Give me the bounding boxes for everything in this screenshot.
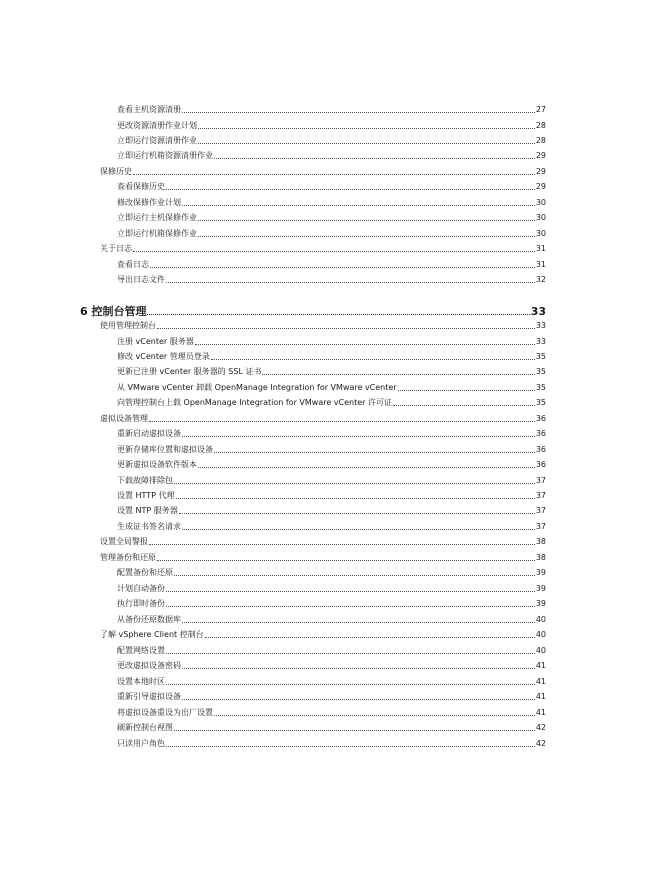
dot-leader <box>166 591 535 592</box>
toc-entry-title: 导出日志文件 <box>117 275 165 284</box>
toc-entry-title: 关于日志 <box>100 244 132 253</box>
toc-entry-title: 修改 vCenter 管理员登录 <box>117 352 210 361</box>
toc-entry-title: 计划自动备份 <box>117 584 165 593</box>
toc-entry-page-number: 35 <box>535 383 546 392</box>
dot-leader <box>166 606 535 607</box>
toc-entry-page-number: 36 <box>535 414 546 423</box>
dot-leader <box>150 267 535 268</box>
toc-entry-title: 设置 HTTP 代理 <box>117 491 175 500</box>
toc-entry-title: 更改资源清册作业计划 <box>117 121 197 130</box>
toc-entry[interactable] <box>117 708 546 718</box>
toc-entry-title: 重新启动虚拟设备 <box>117 429 181 438</box>
toc-entry[interactable] <box>100 321 546 331</box>
toc-entry-page-number: 28 <box>535 121 546 130</box>
toc-entry[interactable] <box>117 136 546 146</box>
toc-entry-title: 配置备份和还原 <box>117 568 173 577</box>
toc-entry-title: 从备份还原数据库 <box>117 615 181 624</box>
toc-entry-title: 查看日志 <box>117 260 149 269</box>
toc-entry[interactable] <box>117 213 546 223</box>
toc-entry[interactable] <box>117 121 546 131</box>
toc-entry[interactable] <box>117 460 546 470</box>
toc-entry[interactable] <box>100 244 546 254</box>
toc-entry-page-number: 31 <box>535 260 546 269</box>
dot-leader <box>182 436 535 437</box>
toc-entry-title: 刷新控制台视图 <box>117 723 173 732</box>
toc-entry-title: 设置本地时区 <box>117 677 165 686</box>
toc-entry[interactable] <box>117 568 546 578</box>
toc-entry-page-number: 35 <box>535 367 546 376</box>
toc-entry-title: 执行即时备份 <box>117 599 165 608</box>
dot-leader <box>393 405 535 406</box>
dot-leader <box>133 174 535 175</box>
toc-entry-page-number: 30 <box>535 229 546 238</box>
toc-entry-title: 立即运行机箱资源清册作业 <box>117 151 213 160</box>
toc-entry[interactable] <box>117 615 546 625</box>
toc-entry-page-number: 29 <box>535 182 546 191</box>
toc-entry-page-number: 39 <box>535 568 546 577</box>
toc-entry-title: 向管理控制台上载 OpenManage Integration for VMware vCenter 许可证 <box>117 398 392 407</box>
toc-entry-title: 了解 vSphere Client 控制台 <box>100 630 204 639</box>
toc-entry-title: 使用管理控制台 <box>100 321 156 330</box>
toc-entry[interactable] <box>100 167 546 177</box>
toc-entry-page-number: 36 <box>535 460 546 469</box>
toc-entry[interactable] <box>117 429 546 439</box>
toc-entry-title: 立即运行资源清册作业 <box>117 136 197 145</box>
toc-entry-page-number: 42 <box>535 723 546 732</box>
toc-entry-page-number: 38 <box>535 537 546 546</box>
dot-leader <box>166 282 535 283</box>
dot-leader <box>182 112 535 113</box>
toc-entry-title: 设置全局警报 <box>100 537 148 546</box>
toc-entry-title: 虚拟设备管理 <box>100 414 148 423</box>
dot-leader <box>182 205 535 206</box>
toc-entry-page-number: 42 <box>535 739 546 748</box>
dot-leader <box>176 498 535 499</box>
toc-entry-page-number: 36 <box>535 429 546 438</box>
toc-entry[interactable] <box>117 476 546 486</box>
toc-entry-title: 下载故障排除包 <box>117 476 173 485</box>
dot-leader <box>211 359 535 360</box>
dot-leader <box>198 467 535 468</box>
toc-entry-page-number: 41 <box>535 708 546 717</box>
toc-entry-title: 查看主机资源清册 <box>117 105 181 114</box>
dot-leader <box>214 452 535 453</box>
dot-leader <box>157 328 535 329</box>
dot-leader <box>182 699 535 700</box>
toc-entry[interactable] <box>117 692 546 702</box>
toc-entry-page-number: 32 <box>535 275 546 284</box>
toc-entry-title: 更新存储库位置和虚拟设备 <box>117 445 213 454</box>
toc-entry-page-number: 27 <box>535 105 546 114</box>
toc-entry-page-number: 30 <box>535 213 546 222</box>
toc-entry-page-number: 37 <box>535 491 546 500</box>
toc-entry-page-number: 40 <box>535 646 546 655</box>
toc-entry[interactable] <box>117 491 546 501</box>
dot-leader <box>214 715 535 716</box>
toc-entry[interactable] <box>117 445 546 455</box>
toc-entry[interactable] <box>117 739 546 749</box>
toc-entry[interactable] <box>100 630 546 640</box>
toc-entry-page-number: 40 <box>535 615 546 624</box>
dot-leader <box>198 128 535 129</box>
toc-entry-title: 更新虚拟设备软件版本 <box>117 460 197 469</box>
toc-entry[interactable] <box>117 367 546 377</box>
dot-leader <box>166 653 535 654</box>
toc-entry-title: 配置网络设置 <box>117 646 165 655</box>
toc-entry-title: 设置 NTP 服务器 <box>117 506 178 515</box>
dot-leader <box>166 746 535 747</box>
dot-leader <box>174 575 535 576</box>
toc-entry-page-number: 33 <box>530 305 546 318</box>
toc-entry-title: 将虚拟设备重设为出厂设置 <box>117 708 213 717</box>
toc-entry[interactable] <box>117 151 546 161</box>
toc-entry[interactable] <box>117 229 546 239</box>
toc-entry-page-number: 35 <box>535 352 546 361</box>
dot-leader <box>182 622 535 623</box>
toc-entry-title: 从 VMware vCenter 卸载 OpenManage Integration for VMware vCenter <box>117 383 397 392</box>
toc-entry-page-number: 37 <box>535 506 546 515</box>
dot-leader <box>182 529 535 530</box>
toc-entry[interactable] <box>117 599 546 609</box>
toc-entry-title: 注册 vCenter 服务器 <box>117 337 194 346</box>
toc-entry-page-number: 41 <box>535 661 546 670</box>
toc-entry-page-number: 35 <box>535 398 546 407</box>
toc-entry-title: 重新引导虚拟设备 <box>117 692 181 701</box>
toc-entry[interactable] <box>100 414 546 424</box>
toc-entry-page-number: 38 <box>535 553 546 562</box>
toc-entry[interactable] <box>117 337 546 347</box>
toc-entry-page-number: 41 <box>535 692 546 701</box>
toc-chapter-entry[interactable] <box>80 305 546 318</box>
dot-leader <box>262 374 534 375</box>
toc-entry-title: 更新已注册 vCenter 服务器的 SSL 证书 <box>117 367 262 376</box>
dot-leader <box>398 390 535 391</box>
toc-entry[interactable] <box>117 398 546 408</box>
dot-leader <box>198 143 535 144</box>
toc-entry-title: 修改保修作业计划 <box>117 198 181 207</box>
toc-entry[interactable] <box>117 506 546 516</box>
toc-entry-title: 6 控制台管理 <box>80 305 147 318</box>
toc-entry[interactable] <box>117 661 546 671</box>
toc-entry[interactable] <box>117 677 546 687</box>
toc-entry-title: 管理备份和还原 <box>100 553 156 562</box>
toc-entry[interactable] <box>117 584 546 594</box>
toc-entry[interactable] <box>117 182 546 192</box>
toc-entry-page-number: 39 <box>535 599 546 608</box>
toc-entry-title: 立即运行主机保修作业 <box>117 213 197 222</box>
dot-leader <box>149 544 535 545</box>
toc-entry-page-number: 37 <box>535 476 546 485</box>
dot-leader <box>205 637 535 638</box>
toc-entry-page-number: 29 <box>535 151 546 160</box>
toc-entry[interactable] <box>117 260 546 270</box>
toc-entry-page-number: 31 <box>535 244 546 253</box>
toc-entry[interactable] <box>117 352 546 362</box>
dot-leader <box>198 236 535 237</box>
toc-entry-page-number: 29 <box>535 167 546 176</box>
toc-entry-page-number: 33 <box>535 321 546 330</box>
toc-entry[interactable] <box>117 105 546 115</box>
toc-entry-title: 保修历史 <box>100 167 132 176</box>
dot-leader <box>195 344 535 345</box>
toc-entry-page-number: 41 <box>535 677 546 686</box>
toc-entry[interactable] <box>117 198 546 208</box>
toc-entry-title: 更改虚拟设备密码 <box>117 661 181 670</box>
toc-entry-page-number: 30 <box>535 198 546 207</box>
dot-leader <box>166 684 535 685</box>
dot-leader <box>149 421 535 422</box>
toc-entry-page-number: 40 <box>535 630 546 639</box>
toc-entry[interactable] <box>117 383 546 393</box>
toc-entry-page-number: 36 <box>535 445 546 454</box>
toc-entry-title: 只读用户角色 <box>117 739 165 748</box>
toc-entry[interactable] <box>117 723 546 733</box>
toc-entry-title: 查看保修历史 <box>117 182 165 191</box>
dot-leader <box>179 513 535 514</box>
toc-entry-page-number: 39 <box>535 584 546 593</box>
dot-leader <box>157 560 535 561</box>
toc-entry[interactable] <box>100 537 546 547</box>
dot-leader <box>174 483 535 484</box>
toc-entry-title: 立即运行机箱保修作业 <box>117 229 197 238</box>
toc-entry[interactable] <box>117 646 546 656</box>
dot-leader <box>174 730 535 731</box>
dot-leader <box>133 251 535 252</box>
dot-leader <box>182 668 535 669</box>
toc-entry-title: 生成证书签名请求 <box>117 522 181 531</box>
toc-entry[interactable] <box>117 275 546 285</box>
dot-leader <box>166 189 535 190</box>
toc-entry[interactable] <box>117 522 546 532</box>
dot-leader <box>147 314 529 315</box>
toc-entry-page-number: 33 <box>535 337 546 346</box>
dot-leader <box>214 158 535 159</box>
dot-leader <box>198 220 535 221</box>
toc-entry-page-number: 37 <box>535 522 546 531</box>
toc-entry-page-number: 28 <box>535 136 546 145</box>
toc-entry[interactable] <box>100 553 546 563</box>
